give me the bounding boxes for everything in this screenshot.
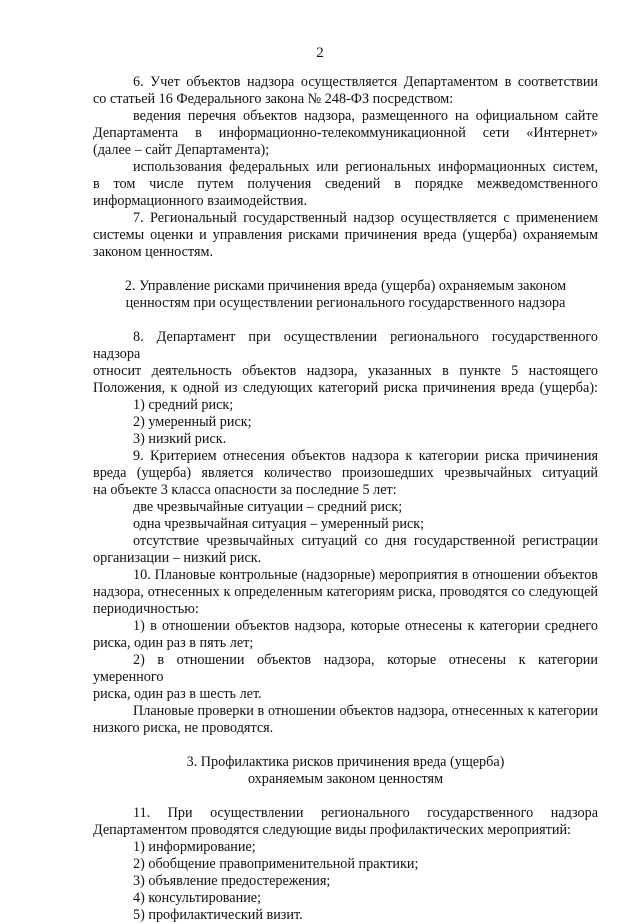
list-item: 2) умеренный риск; [133,414,252,430]
heading-line: ценностям при осуществлении регионального государственного надзора [125,295,566,311]
section-heading-3 [93,754,598,788]
list-item: отсутствие чрезвычайных ситуаций со дня государственной регистрации [133,533,598,549]
paragraph-7 [93,210,598,261]
heading-line: 3. Профилактика рисков причинения вреда (ущерба) [186,754,505,770]
text-line: риска, один раз в шесть лет. [93,686,262,702]
list-item: 3) объявление предостережения; [133,873,331,889]
paragraph-10 [93,567,598,737]
text-line: системы оценки и управления рисками причинения вреда (ущерба) охраняемым [93,227,598,243]
text-line: 6. Учет объектов надзора осуществляется Департаментом в соответствии [133,74,598,90]
text-line: в том числе путем получения сведений в порядке межведомственного [93,176,598,192]
text-line: Департамента в информационно-телекоммуникационной сети «Интернет» [93,125,598,141]
document-body [93,74,598,924]
paragraph-9 [93,448,598,567]
text-line: 8. Департамент при осуществлении регионального государственного надзора [93,329,598,362]
list-item: 2) в отношении объектов надзора, которые отнесены к категории умеренного [93,652,598,685]
paragraph-8 [93,329,598,448]
text-line: информационного взаимодействия. [93,193,308,209]
text-line: относит деятельность объектов надзора, указанных в пункте 5 настоящего [93,363,598,379]
text-line: периодичностью: [93,601,199,617]
text-line: (далее – сайт Департамента); [93,142,270,158]
page-number: 2 [316,45,324,61]
list-item: 1) информирование; [133,839,256,855]
text-line: законом ценностям. [93,244,213,260]
paragraph-6 [93,74,598,210]
list-item: 4) консультирование; [133,890,262,906]
text-line: 9. Критерием отнесения объектов надзора к категории риска причинения [133,448,598,464]
text-line: ведения перечня объектов надзора, размещенного на официальном сайте [133,108,598,124]
text-line: Департаментом проводятся следующие виды профилактических мероприятий: [93,822,571,838]
text-line: надзора, отнесенных к определенным категориям риска, проводятся со следующей [93,584,598,600]
list-item: две чрезвычайные ситуации – средний риск; [133,499,403,515]
text-line: на объекте 3 класса опасности за последние 5 лет: [93,482,397,498]
text-line: 7. Региональный государственный надзор осуществляется с применением [133,210,598,226]
heading-line: охраняемым законом ценностям [247,771,444,787]
text-line: Положения, к одной из следующих категорий риска причинения вреда (ущерба): [93,380,598,396]
paragraph-11 [93,805,598,924]
list-item: 3) низкий риск. [133,431,227,447]
list-item: 5) профилактический визит. [133,907,303,923]
list-item: 2) обобщение правоприменительной практики; [133,856,419,872]
text-line: вреда (ущерба) является количество произошедших чрезвычайных ситуаций [93,465,598,481]
text-line: со статьей 16 Федерального закона № 248-ФЗ посредством: [93,91,454,107]
text-line: риска, один раз в пять лет; [93,635,254,651]
heading-line: 2. Управление рисками причинения вреда (ущерба) охраняемым законом [124,278,567,294]
list-item: 1) в отношении объектов надзора, которые отнесены к категории среднего [133,618,598,634]
section-heading-2 [93,278,598,312]
text-line: низкого риска, не проводятся. [93,720,274,736]
text-line: Плановые проверки в отношении объектов надзора, отнесенных к категории [133,703,598,719]
list-item: одна чрезвычайная ситуация – умеренный риск; [133,516,425,532]
text-line: 11. При осуществлении регионального государственного надзора [133,805,598,821]
list-item: 1) средний риск; [133,397,234,413]
text-line: использования федеральных или региональных информационных систем, [133,159,598,175]
text-line: организации – низкий риск. [93,550,262,566]
text-line: 10. Плановые контрольные (надзорные) мероприятия в отношении объектов [133,567,598,583]
